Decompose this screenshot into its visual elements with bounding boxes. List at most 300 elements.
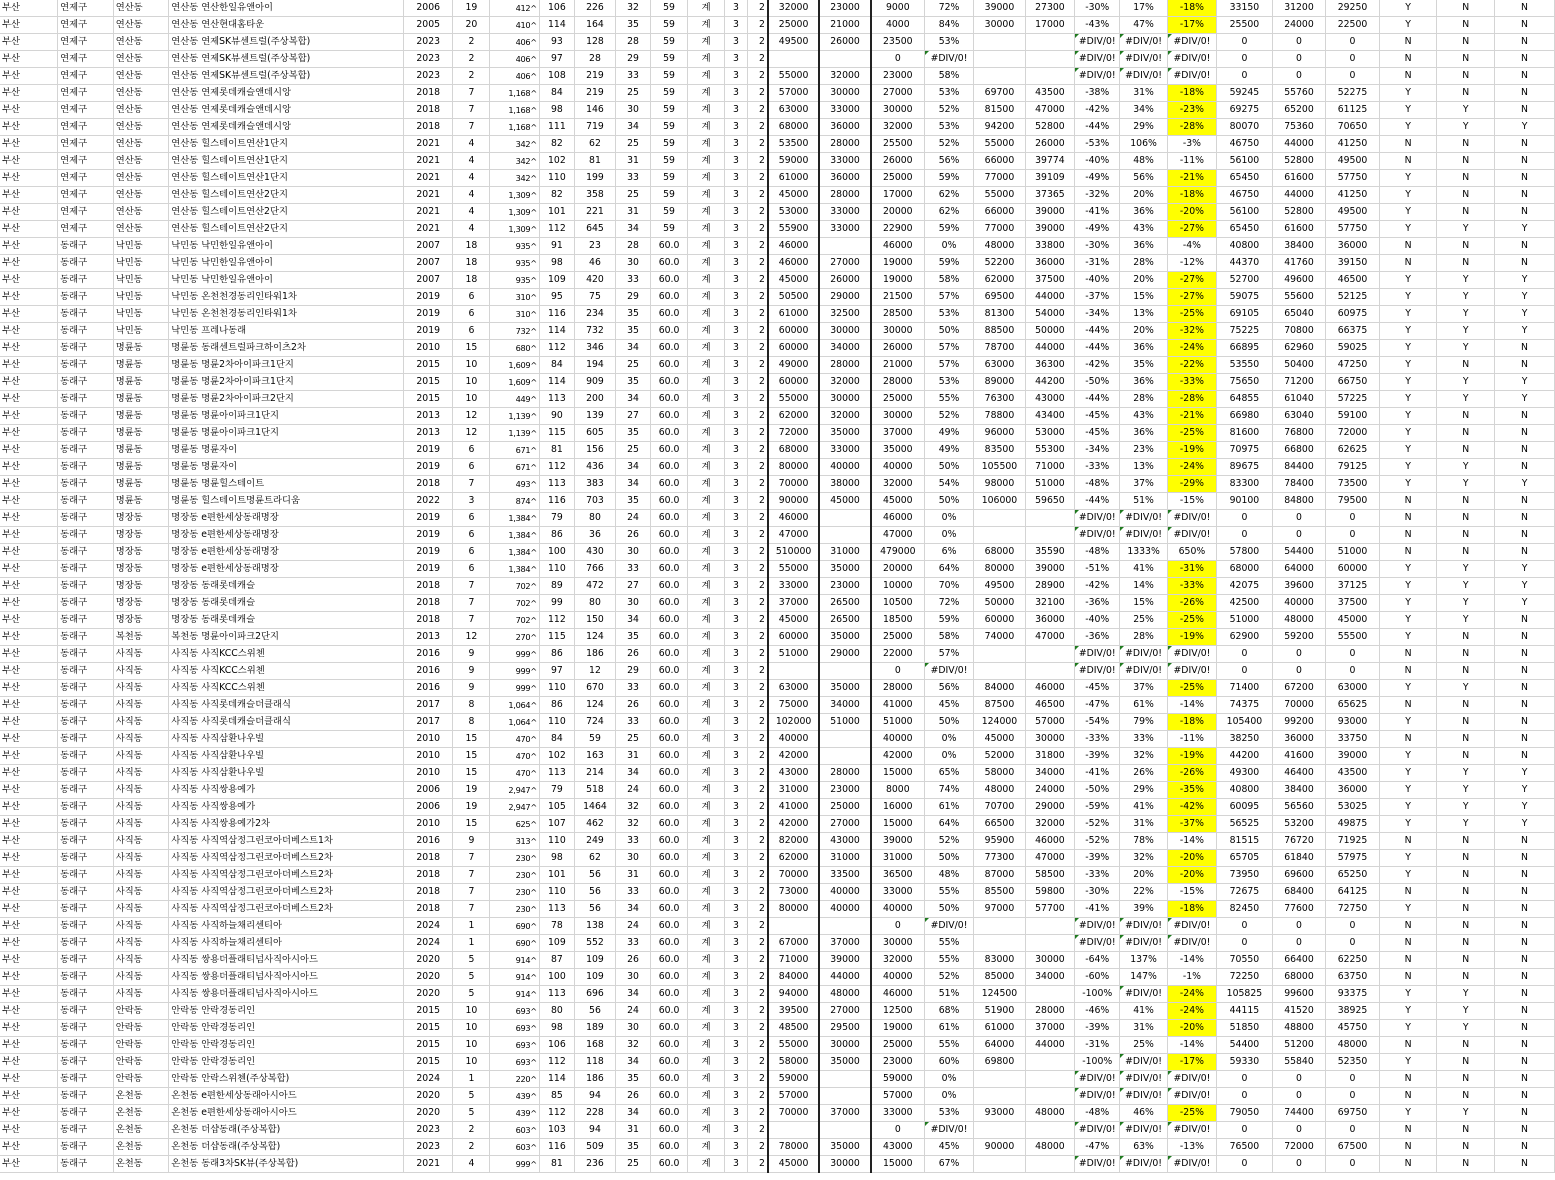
cell[interactable]: 230^ <box>490 850 539 867</box>
cell[interactable]: 32000 <box>1025 816 1074 833</box>
cell[interactable]: 안락동 안락경동리인 <box>169 1003 404 1020</box>
cell[interactable]: 34 <box>616 612 651 629</box>
cell[interactable]: 3 <box>725 731 748 748</box>
cell[interactable]: 동래구 <box>58 850 114 867</box>
cell[interactable]: 3 <box>725 799 748 816</box>
cell[interactable]: #DIV/0! <box>924 51 973 68</box>
cell[interactable]: 59% <box>924 612 973 629</box>
cell[interactable]: 0 <box>871 663 925 680</box>
cell[interactable]: 116 <box>539 306 574 323</box>
cell[interactable]: 52200 <box>974 255 1025 272</box>
cell[interactable]: 부산 <box>0 136 58 153</box>
cell[interactable]: 81515 <box>1217 833 1273 850</box>
cell[interactable]: 동래구 <box>58 374 114 391</box>
cell[interactable]: 436 <box>574 459 615 476</box>
cell[interactable]: 83000 <box>974 952 1025 969</box>
cell[interactable]: 3 <box>725 408 748 425</box>
cell[interactable]: 68000 <box>768 442 819 459</box>
cell[interactable]: 온천동 <box>113 1088 169 1105</box>
cell[interactable]: 0 <box>1272 510 1326 527</box>
cell[interactable]: 63040 <box>1272 408 1326 425</box>
cell[interactable]: 계 <box>688 170 725 187</box>
cell[interactable]: 33% <box>1120 731 1167 748</box>
cell[interactable] <box>1025 646 1074 663</box>
cell[interactable]: N <box>1379 68 1437 85</box>
cell[interactable]: 59 <box>651 187 688 204</box>
cell[interactable]: 51000 <box>819 714 870 731</box>
cell[interactable]: 81300 <box>974 306 1025 323</box>
cell[interactable]: 0% <box>924 731 973 748</box>
cell[interactable]: #DIV/0! <box>1167 1088 1216 1105</box>
cell[interactable]: 부산 <box>0 527 58 544</box>
cell[interactable]: 부산 <box>0 289 58 306</box>
cell[interactable]: 계 <box>688 833 725 850</box>
cell[interactable]: 62 <box>574 136 615 153</box>
cell[interactable]: 999^ <box>490 663 539 680</box>
cell[interactable]: 234 <box>574 306 615 323</box>
cell[interactable]: -30% <box>1075 884 1120 901</box>
cell[interactable]: 20000 <box>871 204 925 221</box>
cell[interactable]: N <box>1379 884 1437 901</box>
cell[interactable]: 1,139^ <box>490 425 539 442</box>
cell[interactable]: 50% <box>924 850 973 867</box>
cell[interactable]: 부산 <box>0 765 58 782</box>
cell[interactable]: 40000 <box>871 901 925 918</box>
cell[interactable]: 46000 <box>871 986 925 1003</box>
cell[interactable]: 383 <box>574 476 615 493</box>
cell[interactable]: 102 <box>539 153 574 170</box>
cell[interactable]: 사직동 사직롯데캐슬더클래식 <box>169 714 404 731</box>
cell[interactable]: 44000 <box>1025 289 1074 306</box>
cell[interactable]: 계 <box>688 1139 725 1156</box>
cell[interactable]: 59 <box>651 51 688 68</box>
cell[interactable] <box>1025 1156 1074 1173</box>
cell[interactable]: 부산 <box>0 1071 58 1088</box>
cell[interactable]: 47000 <box>1025 629 1074 646</box>
cell[interactable]: 44370 <box>1217 255 1273 272</box>
cell[interactable]: 70700 <box>974 799 1025 816</box>
cell[interactable]: 3 <box>725 459 748 476</box>
cell[interactable]: 57750 <box>1326 170 1380 187</box>
cell[interactable]: 52125 <box>1326 289 1380 306</box>
cell[interactable]: 52800 <box>1272 153 1326 170</box>
cell[interactable]: 124 <box>574 697 615 714</box>
cell[interactable]: 25000 <box>871 391 925 408</box>
cell[interactable]: 계 <box>688 680 725 697</box>
cell[interactable]: N <box>1379 51 1437 68</box>
cell[interactable]: #DIV/0! <box>1167 1122 1216 1139</box>
cell[interactable]: 2 <box>747 816 768 833</box>
cell[interactable]: 77000 <box>974 221 1025 238</box>
cell[interactable]: 29000 <box>819 289 870 306</box>
cell[interactable]: 59 <box>574 731 615 748</box>
cell[interactable]: N <box>1437 901 1495 918</box>
cell[interactable]: 온천동 <box>113 1105 169 1122</box>
cell[interactable]: 82450 <box>1217 901 1273 918</box>
cell[interactable]: 111 <box>539 119 574 136</box>
cell[interactable]: 112 <box>539 221 574 238</box>
cell[interactable]: 2015 <box>404 1037 453 1054</box>
cell[interactable]: 32000 <box>871 952 925 969</box>
cell[interactable]: -59% <box>1075 799 1120 816</box>
cell[interactable] <box>819 238 870 255</box>
cell[interactable]: 87 <box>539 952 574 969</box>
cell[interactable]: Y <box>1495 374 1555 391</box>
cell[interactable]: 0 <box>1217 935 1273 952</box>
cell[interactable]: 114 <box>539 374 574 391</box>
cell[interactable]: 2018 <box>404 612 453 629</box>
cell[interactable]: 2022 <box>404 493 453 510</box>
cell[interactable]: 80 <box>574 595 615 612</box>
cell[interactable]: 0% <box>924 527 973 544</box>
cell[interactable]: #DIV/0! <box>1120 918 1167 935</box>
cell[interactable]: 계 <box>688 782 725 799</box>
cell[interactable]: -53% <box>1075 136 1120 153</box>
cell[interactable]: -45% <box>1075 680 1120 697</box>
cell[interactable]: 53% <box>924 85 973 102</box>
cell[interactable]: 45000 <box>974 731 1025 748</box>
cell[interactable]: 2 <box>747 136 768 153</box>
cell[interactable]: 56100 <box>1217 153 1273 170</box>
cell[interactable]: N <box>1379 1122 1437 1139</box>
cell[interactable]: 3 <box>725 986 748 1003</box>
cell[interactable]: 2010 <box>404 816 453 833</box>
cell[interactable]: 70975 <box>1217 442 1273 459</box>
cell[interactable]: 15 <box>453 731 490 748</box>
cell[interactable]: 690^ <box>490 935 539 952</box>
cell[interactable]: 18 <box>453 238 490 255</box>
cell[interactable]: -36% <box>1075 629 1120 646</box>
cell[interactable]: 2010 <box>404 765 453 782</box>
cell[interactable]: 19000 <box>871 1020 925 1037</box>
cell[interactable]: 3 <box>725 765 748 782</box>
cell[interactable]: N <box>1379 510 1437 527</box>
cell[interactable]: 60.0 <box>651 918 688 935</box>
cell[interactable]: 연산동 <box>113 187 169 204</box>
cell[interactable]: 명륜동 <box>113 442 169 459</box>
cell[interactable] <box>819 663 870 680</box>
cell[interactable]: 34% <box>1120 102 1167 119</box>
cell[interactable]: 2 <box>747 340 768 357</box>
cell[interactable]: -49% <box>1075 221 1120 238</box>
cell[interactable]: -25% <box>1167 306 1216 323</box>
cell[interactable]: N <box>1437 1156 1495 1173</box>
cell[interactable]: 계 <box>688 867 725 884</box>
cell[interactable]: Y <box>1437 578 1495 595</box>
cell[interactable]: N <box>1379 833 1437 850</box>
cell[interactable]: -20% <box>1167 204 1216 221</box>
cell[interactable]: Y <box>1495 799 1555 816</box>
cell[interactable]: 50400 <box>1272 357 1326 374</box>
cell[interactable]: 28000 <box>819 765 870 782</box>
cell[interactable]: 2 <box>747 561 768 578</box>
cell[interactable]: 51% <box>1120 493 1167 510</box>
cell[interactable]: -27% <box>1167 272 1216 289</box>
cell[interactable]: 60000 <box>768 629 819 646</box>
cell[interactable]: 52% <box>924 969 973 986</box>
cell[interactable]: #DIV/0! <box>1075 510 1120 527</box>
cell[interactable]: 24000 <box>1272 17 1326 34</box>
cell[interactable]: 2 <box>747 697 768 714</box>
cell[interactable]: 15% <box>1120 595 1167 612</box>
cell[interactable]: 24 <box>616 782 651 799</box>
cell[interactable]: 42500 <box>1217 595 1273 612</box>
cell[interactable]: 112 <box>539 1054 574 1071</box>
cell[interactable]: 46400 <box>1272 765 1326 782</box>
cell[interactable]: 110 <box>539 170 574 187</box>
cell[interactable]: 동래구 <box>58 408 114 425</box>
cell[interactable]: 2018 <box>404 578 453 595</box>
cell[interactable]: 55000 <box>768 561 819 578</box>
cell[interactable]: 70800 <box>1272 323 1326 340</box>
cell[interactable]: #DIV/0! <box>1167 51 1216 68</box>
cell[interactable]: 71400 <box>1217 680 1273 697</box>
cell[interactable]: 2018 <box>404 102 453 119</box>
cell[interactable]: 29 <box>616 51 651 68</box>
cell[interactable]: 766 <box>574 561 615 578</box>
cell[interactable]: N <box>1495 51 1555 68</box>
cell[interactable]: 81500 <box>974 102 1025 119</box>
cell[interactable]: 6 <box>453 544 490 561</box>
cell[interactable]: 680^ <box>490 340 539 357</box>
cell[interactable]: 계 <box>688 1156 725 1173</box>
cell[interactable]: 2 <box>747 493 768 510</box>
cell[interactable]: 연산동 <box>113 68 169 85</box>
cell[interactable]: 57% <box>924 289 973 306</box>
cell[interactable]: 2 <box>747 476 768 493</box>
cell[interactable]: 3 <box>725 714 748 731</box>
cell[interactable]: 30000 <box>871 102 925 119</box>
cell[interactable]: 10 <box>453 374 490 391</box>
cell[interactable]: 연산동 힐스테이트연산1단지 <box>169 170 404 187</box>
cell[interactable]: 84 <box>539 731 574 748</box>
cell[interactable]: 동래구 <box>58 731 114 748</box>
cell[interactable]: #DIV/0! <box>1120 646 1167 663</box>
cell[interactable]: 계 <box>688 1020 725 1037</box>
cell[interactable]: 39150 <box>1326 255 1380 272</box>
cell[interactable]: 65450 <box>1217 170 1273 187</box>
cell[interactable]: 3 <box>725 561 748 578</box>
cell[interactable]: 59 <box>651 153 688 170</box>
cell[interactable]: 35 <box>616 17 651 34</box>
cell[interactable] <box>819 510 870 527</box>
cell[interactable]: Y <box>1437 986 1495 1003</box>
cell[interactable]: N <box>1379 1071 1437 1088</box>
cell[interactable]: 59200 <box>1272 629 1326 646</box>
cell[interactable]: 0% <box>924 748 973 765</box>
cell[interactable]: 30 <box>616 1020 651 1037</box>
cell[interactable]: 부산 <box>0 408 58 425</box>
cell[interactable]: 54400 <box>1272 544 1326 561</box>
cell[interactable]: 35 <box>616 425 651 442</box>
cell[interactable]: 79 <box>539 510 574 527</box>
cell[interactable]: 32% <box>1120 850 1167 867</box>
cell[interactable]: 40000 <box>819 884 870 901</box>
cell[interactable]: 2021 <box>404 136 453 153</box>
cell[interactable]: -32% <box>1167 323 1216 340</box>
cell[interactable]: 0 <box>1272 646 1326 663</box>
cell[interactable]: 99600 <box>1272 986 1326 1003</box>
cell[interactable]: 낙민동 <box>113 289 169 306</box>
cell[interactable]: 645 <box>574 221 615 238</box>
cell[interactable]: 52275 <box>1326 85 1380 102</box>
cell[interactable]: 60.0 <box>651 765 688 782</box>
cell[interactable]: 99 <box>539 595 574 612</box>
cell[interactable]: 46000 <box>1025 833 1074 850</box>
cell[interactable]: 73500 <box>1326 476 1380 493</box>
cell[interactable]: 0 <box>1217 1122 1273 1139</box>
cell[interactable]: 명륜동 <box>113 391 169 408</box>
cell[interactable]: 연산동 힐스테이트연산1단지 <box>169 136 404 153</box>
cell[interactable]: 6 <box>453 510 490 527</box>
cell[interactable]: 2007 <box>404 238 453 255</box>
cell[interactable]: 49875 <box>1326 816 1380 833</box>
cell[interactable]: 0 <box>1217 510 1273 527</box>
cell[interactable]: 동래구 <box>58 340 114 357</box>
cell[interactable]: 470^ <box>490 748 539 765</box>
cell[interactable]: 56 <box>574 867 615 884</box>
cell[interactable]: N <box>1495 850 1555 867</box>
cell[interactable]: 33000 <box>819 442 870 459</box>
cell[interactable]: 41000 <box>871 697 925 714</box>
cell[interactable]: 사직동 사직KCC스위첸 <box>169 663 404 680</box>
cell[interactable]: 연산동 <box>113 17 169 34</box>
cell[interactable]: 명장동 <box>113 527 169 544</box>
cell[interactable]: 10 <box>453 1037 490 1054</box>
cell[interactable]: -15% <box>1167 493 1216 510</box>
cell[interactable]: 58500 <box>1025 867 1074 884</box>
cell[interactable]: -33% <box>1075 731 1120 748</box>
cell[interactable] <box>974 918 1025 935</box>
cell[interactable]: Y <box>1379 459 1437 476</box>
cell[interactable]: 25000 <box>871 629 925 646</box>
cell[interactable]: 0 <box>1272 1088 1326 1105</box>
cell[interactable]: 4 <box>453 153 490 170</box>
cell[interactable]: 220^ <box>490 1071 539 1088</box>
cell[interactable]: 명장동 e편한세상동래명장 <box>169 544 404 561</box>
cell[interactable]: 계 <box>688 629 725 646</box>
cell[interactable]: N <box>1495 1156 1555 1173</box>
cell[interactable]: 동래구 <box>58 544 114 561</box>
cell[interactable]: 55% <box>924 952 973 969</box>
cell[interactable]: 147% <box>1120 969 1167 986</box>
cell[interactable]: 60.0 <box>651 493 688 510</box>
cell[interactable]: -39% <box>1075 748 1120 765</box>
cell[interactable]: -47% <box>1075 1139 1120 1156</box>
cell[interactable]: 26% <box>1120 765 1167 782</box>
cell[interactable]: 35000 <box>819 561 870 578</box>
cell[interactable]: 3 <box>725 153 748 170</box>
cell[interactable]: 3 <box>725 629 748 646</box>
cell[interactable]: 계 <box>688 1071 725 1088</box>
cell[interactable] <box>1025 1122 1074 1139</box>
cell[interactable]: 66800 <box>1272 442 1326 459</box>
cell[interactable]: 60.0 <box>651 714 688 731</box>
cell[interactable]: 41600 <box>1272 748 1326 765</box>
cell[interactable]: N <box>1437 748 1495 765</box>
cell[interactable]: 62% <box>924 187 973 204</box>
cell[interactable]: -29% <box>1167 476 1216 493</box>
cell[interactable]: 계 <box>688 1088 725 1105</box>
cell[interactable]: 계 <box>688 731 725 748</box>
cell[interactable]: 2 <box>747 17 768 34</box>
cell[interactable]: 26 <box>616 1088 651 1105</box>
cell[interactable]: 1,609^ <box>490 374 539 391</box>
cell[interactable]: 사직동 사직삼환나우빌 <box>169 748 404 765</box>
cell[interactable]: 358 <box>574 187 615 204</box>
cell[interactable]: 60000 <box>768 374 819 391</box>
cell[interactable]: 60.0 <box>651 799 688 816</box>
cell[interactable]: 59800 <box>1025 884 1074 901</box>
cell[interactable]: 46000 <box>768 510 819 527</box>
cell[interactable]: 52700 <box>1217 272 1273 289</box>
cell[interactable]: 계 <box>688 646 725 663</box>
cell[interactable]: 2024 <box>404 1071 453 1088</box>
cell[interactable]: 724 <box>574 714 615 731</box>
cell[interactable]: 2 <box>747 918 768 935</box>
cell[interactable]: 6% <box>924 544 973 561</box>
cell[interactable]: 9 <box>453 646 490 663</box>
cell[interactable]: 0% <box>924 510 973 527</box>
cell[interactable]: 계 <box>688 714 725 731</box>
cell[interactable]: 2019 <box>404 544 453 561</box>
cell[interactable]: 0 <box>1217 527 1273 544</box>
cell[interactable]: 2018 <box>404 884 453 901</box>
cell[interactable]: Y <box>1437 782 1495 799</box>
cell[interactable]: 계 <box>688 493 725 510</box>
cell[interactable]: 연제구 <box>58 119 114 136</box>
cell[interactable]: -24% <box>1167 1003 1216 1020</box>
cell[interactable]: N <box>1437 357 1495 374</box>
cell[interactable] <box>819 1071 870 1088</box>
cell[interactable]: 부산 <box>0 510 58 527</box>
cell[interactable]: 온천동 <box>113 1139 169 1156</box>
cell[interactable]: 명륜동 <box>113 408 169 425</box>
cell[interactable]: -50% <box>1075 374 1120 391</box>
cell[interactable]: 35000 <box>819 1139 870 1156</box>
cell[interactable]: 25000 <box>871 1037 925 1054</box>
cell[interactable]: 사직동 사직역삼정그린코아더베스트2차 <box>169 850 404 867</box>
cell[interactable]: 30000 <box>974 17 1025 34</box>
cell[interactable]: 114 <box>539 1071 574 1088</box>
cell[interactable]: N <box>1437 1037 1495 1054</box>
cell[interactable]: 93000 <box>974 1105 1025 1122</box>
cell[interactable]: 47000 <box>1025 102 1074 119</box>
cell[interactable]: 12500 <box>871 1003 925 1020</box>
cell[interactable]: Y <box>1437 459 1495 476</box>
cell[interactable]: -54% <box>1075 714 1120 731</box>
cell[interactable]: 사직동 사직역삼정그린코아더베스트2차 <box>169 884 404 901</box>
cell[interactable]: 63000 <box>1326 680 1380 697</box>
cell[interactable]: 62000 <box>974 272 1025 289</box>
cell[interactable]: 부산 <box>0 935 58 952</box>
cell[interactable]: 21500 <box>871 289 925 306</box>
cell[interactable]: N <box>1495 187 1555 204</box>
cell[interactable]: 동래구 <box>58 1020 114 1037</box>
cell[interactable]: -39% <box>1075 850 1120 867</box>
cell[interactable]: 71000 <box>768 952 819 969</box>
cell[interactable]: 33750 <box>1326 731 1380 748</box>
cell[interactable]: 69500 <box>974 289 1025 306</box>
cell[interactable]: 449^ <box>490 391 539 408</box>
cell[interactable]: 39000 <box>871 833 925 850</box>
cell[interactable]: 26000 <box>871 153 925 170</box>
cell[interactable] <box>1025 918 1074 935</box>
cell[interactable]: 21000 <box>871 357 925 374</box>
cell[interactable]: 64000 <box>1272 561 1326 578</box>
cell[interactable]: 부산 <box>0 918 58 935</box>
cell[interactable]: 연산동 힐스테이트연산2단지 <box>169 221 404 238</box>
